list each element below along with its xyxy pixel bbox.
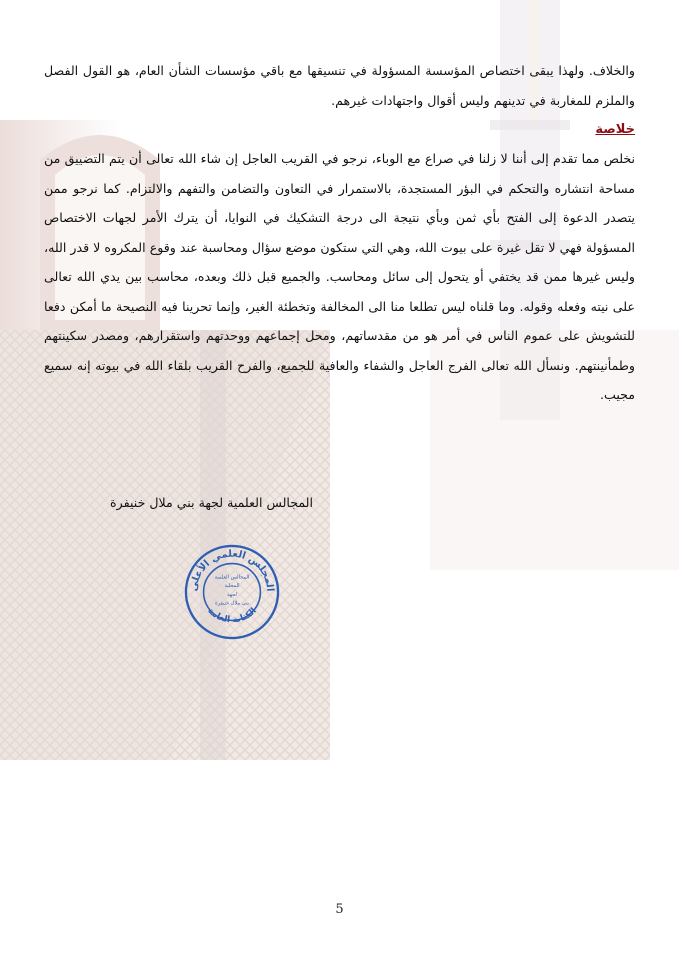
signature-line: المجالس العلمية لجهة بني ملال خنيفرة [110,495,313,510]
svg-text:بني ملال خنيفرة: بني ملال خنيفرة [214,600,250,607]
page-number: 5 [335,902,344,917]
body-paragraph: نخلص مما تقدم إلى أننا لا زلنا في صراع مع الوباء، نرجو في القريب العاجل إن شاء الله تعالى أن يتم التضييق من مساحة انتشاره والتحكم في البؤر المستجدة، بالاستمرار في التعاون والتضامن والتفهم والالتزام. كما نرجو ممن يتصدر الدعوة إلى الفتح بأي ثمن وبأي نتيجة الى درجة التشكيك في النوايا، أن يترك الأمر لجهات الاختصاص المسؤولة فهي لا تقل غيرة على بيوت الله، وهي التي ستكون موضع سؤال ومحاسبة عند وقوع المكروه لا قدر الله، وليس غيرها ممن قد يختفي أو يتحول إلى سائل ومحاسب. والجميع قبل ذلك وبعده، محاسب بين يدي الله تعالى على نيته وفعله وقوله. وما قلناه ليس تطلعا منا الى المخالفة وتخطئة الغير، وإنما تحرينا فيه النصيحة ما أمكن دفعا للتشويش على عموم الناس في أمر هو من مقدساتهم، ومحل إجماعهم ووحدتهم واستقرارهم، ومصدر سكينتهم وطمأنينتهم. ونسأل الله تعالى الفرج العاجل والشفاء والعافية للجميع، والفرح القريب بلقاء الله في بيوته إنه سميع مجيب. [44,151,635,402]
section-heading: خلاصة [595,122,635,137]
document-body [44,56,635,410]
svg-text:المجالس العلمية: المجالس العلمية [214,574,250,581]
svg-text:المجلس العلمي الأعلى: المجلس العلمي الأعلى [188,548,276,592]
svg-text:لجهة: لجهة [227,591,237,598]
svg-text:المحلية: المحلية [224,583,240,590]
official-seal-stamp [183,543,281,641]
svg-text:الكتابة العامة: الكتابة العامة [205,606,259,626]
intro-paragraph: والخلاف. ولهذا يبقى اختصاص المؤسسة المسؤولة في تنسيقها مع باقي مؤسسات الشأن العام، هو القول الفصل والملزم للمغاربة في تدينهم وليس أقوال واجتهادات غيرهم. [44,63,635,108]
